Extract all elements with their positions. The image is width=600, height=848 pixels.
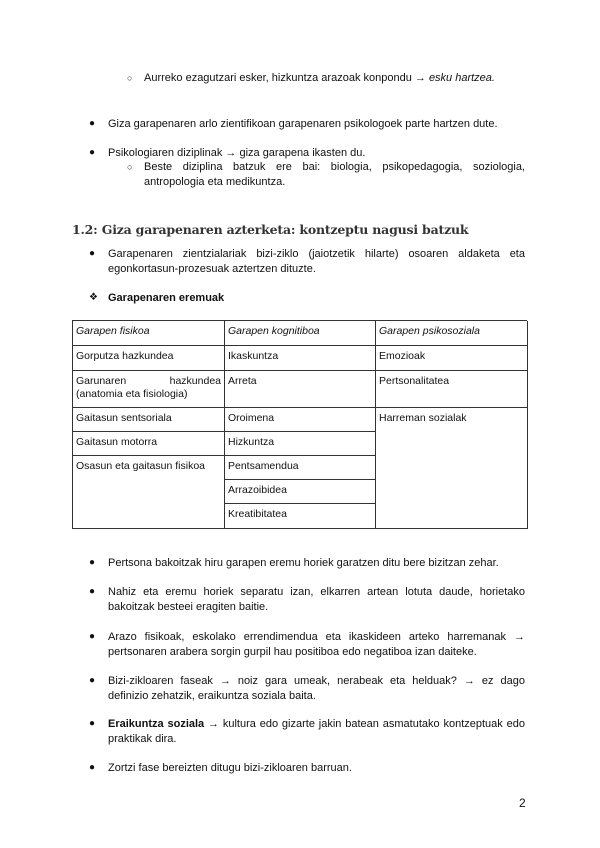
item-text: → kultura edo gizarte jakin batean asmatutako kontzeptuak edo praktikak dira.	[108, 718, 525, 745]
item-text: Psikologiaren diziplinak → giza garapena ikasten du.	[108, 147, 366, 159]
bullet-icon: ●	[89, 718, 96, 729]
item-text: Garapenaren zientzialariak bizi-ziklo (jaiotzetik hilarte) osoaren aldaketa eta egonkortasun-prozesuak aztertzen dituzte.	[108, 248, 525, 275]
table-cell: Harreman sozialak	[376, 408, 528, 529]
bullet-icon: ●	[89, 147, 96, 158]
bullet-icon: ●	[89, 118, 96, 129]
table-cell: Ikaskuntza	[225, 346, 376, 371]
table-header: Garapen fisikoa	[73, 321, 225, 346]
table-header: Garapen psikosoziala	[376, 321, 528, 346]
bullet-icon: ●	[89, 675, 96, 686]
item-text: Beste diziplina batzuk ere bai: biologia, psikopedagogia, soziologia, antropologia eta medikuntza.	[144, 161, 525, 188]
circle-bullet-icon: ○	[127, 73, 133, 83]
item-text: Aurreko ezagutzari esker, hizkuntza arazoak konpondu →	[144, 72, 429, 84]
page-number: 2	[519, 796, 526, 810]
development-domains-table	[72, 320, 527, 529]
table-cell: Gaitasun sentsoriala	[73, 408, 225, 432]
bullet-icon: ●	[89, 762, 96, 773]
section-heading: 1.2: Giza garapenaren azterketa: kontzeptu nagusi batzuk	[72, 222, 469, 237]
table-cell: Pentsamendua	[225, 456, 376, 480]
table-cell: Arrazoibidea	[225, 480, 376, 504]
item-italic: esku hartzea.	[428, 72, 495, 84]
bullet-icon: ●	[89, 248, 96, 259]
table-cell: Osasun eta gaitasun fisikoa	[73, 456, 225, 529]
table-cell: Kreatibitatea	[225, 504, 376, 529]
item-text: Giza garapenaren arlo zientifikoan garapenaren psikologoek parte hartzen dute.	[108, 118, 498, 130]
table-cell: Hizkuntza	[225, 432, 376, 456]
table-cell: Garunaren hazkundea (anatomia eta fisiologia)	[73, 371, 225, 408]
bullet-icon: ●	[89, 557, 96, 568]
bullet-icon: ●	[89, 631, 96, 642]
item-text: Zortzi fase bereizten ditugu bizi-zikloaren barruan.	[108, 762, 352, 774]
item-text: Nahiz eta eremu horiek separatu izan, elkarren artean lotuta daude, horietako bakoitzak besteei eragiten baitie.	[108, 586, 525, 613]
circle-bullet-icon: ○	[127, 162, 133, 172]
item-text: Arazo fisikoak, eskolako errendimendua eta ikaskideen arteko harremanak → pertsonaren arabera sorgin gurpil hau positiboa edo negatiboa izan daiteke.	[108, 631, 525, 658]
diamond-bullet-icon: ❖	[89, 292, 98, 303]
table-cell: Oroimena	[225, 408, 376, 432]
table-cell: Gaitasun motorra	[73, 432, 225, 456]
bullet-icon: ●	[89, 586, 96, 597]
subheading-text: Garapenaren eremuak	[108, 292, 225, 304]
table-cell: Pertsonalitatea	[376, 371, 528, 408]
item-bold: Eraikuntza soziala	[108, 718, 205, 730]
table-cell: Gorputza hazkundea	[73, 346, 225, 371]
item-text: Pertsona bakoitzak hiru garapen eremu horiek garatzen ditu bere bizitzan zehar.	[108, 557, 499, 569]
table-cell: Arreta	[225, 371, 376, 408]
item-text: Bizi-zikloaren faseak → noiz gara umeak, nerabeak eta helduak? → ez dago definizio zehatzik, eraikuntza soziala baita.	[108, 675, 525, 702]
table-header: Garapen kognitiboa	[225, 321, 376, 346]
table-cell: Emozioak	[376, 346, 528, 371]
